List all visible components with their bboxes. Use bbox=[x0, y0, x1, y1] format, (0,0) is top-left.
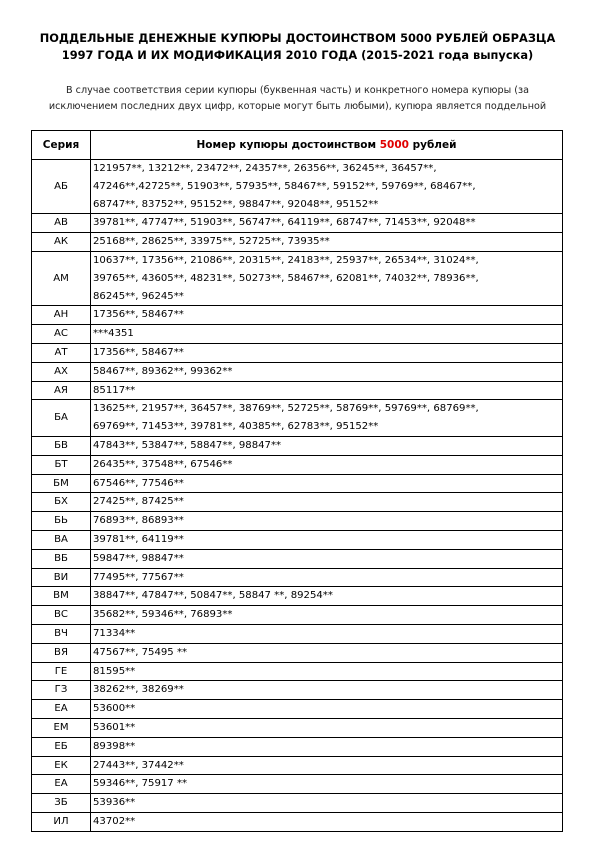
title-line-1: ПОДДЕЛЬНЫЕ ДЕНЕЖНЫЕ КУПЮРЫ ДОСТОИНСТВОМ 5000 РУБЛЕЙ ОБРАЗЦА bbox=[39, 31, 556, 45]
series-cell: ВА bbox=[32, 530, 91, 549]
series-cell: АВ bbox=[32, 214, 91, 233]
series-cell: ВС bbox=[32, 606, 91, 625]
document-note bbox=[20, 83, 575, 115]
table-row bbox=[32, 474, 563, 493]
numbers-cell: 71334** bbox=[91, 624, 563, 643]
numbers-cell: 59346**, 75917 ** bbox=[91, 775, 563, 794]
numbers-cell: ***4351 bbox=[91, 325, 563, 344]
numbers-cell: 27425**, 87425** bbox=[91, 493, 563, 512]
numbers-cell: 47567**, 75495 ** bbox=[91, 643, 563, 662]
series-cell: ВЧ bbox=[32, 624, 91, 643]
table-row bbox=[32, 587, 563, 606]
series-cell: ГЕ bbox=[32, 662, 91, 681]
series-cell: БВ bbox=[32, 436, 91, 455]
table-row bbox=[32, 775, 563, 794]
table-row bbox=[32, 530, 563, 549]
title-line-2: 1997 ГОДА И ИХ МОДИФИКАЦИЯ 2010 ГОДА (2015-2021 года выпуска) bbox=[61, 48, 534, 62]
table-row bbox=[32, 325, 563, 344]
series-cell: ЕК bbox=[32, 756, 91, 775]
header-number-value: 5000 bbox=[379, 139, 409, 151]
numbers-cell: 89398** bbox=[91, 737, 563, 756]
table-row bbox=[32, 643, 563, 662]
table-row bbox=[32, 343, 563, 362]
numbers-cell: 38262**, 38269** bbox=[91, 681, 563, 700]
numbers-cell: 53600** bbox=[91, 700, 563, 719]
table-row bbox=[32, 362, 563, 381]
numbers-cell: 81595** bbox=[91, 662, 563, 681]
header-number-prefix: Номер купюры достоинством bbox=[196, 139, 380, 151]
table-row bbox=[32, 549, 563, 568]
numbers-cell: 26435**, 37548**, 67546** bbox=[91, 455, 563, 474]
table-row bbox=[32, 606, 563, 625]
table-row bbox=[32, 251, 563, 305]
numbers-cell: 39781**, 47747**, 51903**, 56747**, 64119**, 68747**, 71453**, 92048** bbox=[91, 214, 563, 233]
table-row bbox=[32, 306, 563, 325]
table-row bbox=[32, 681, 563, 700]
series-cell: ГЗ bbox=[32, 681, 91, 700]
numbers-cell: 85117** bbox=[91, 381, 563, 400]
numbers-cell: 43702** bbox=[91, 812, 563, 831]
numbers-cell: 58467**, 89362**, 99362** bbox=[91, 362, 563, 381]
series-cell: ЕА bbox=[32, 700, 91, 719]
series-cell: БТ bbox=[32, 455, 91, 474]
numbers-cell: 121957**, 13212**, 23472**, 24357**, 26356**, 36245**, 36457**, 47246**,42725**, 51903**, 57935**, 58467**, 59152**, 59769**, 68467**, 68747**, 83752**, 95152**, 98847**, 92048**, 95152** bbox=[91, 160, 563, 214]
numbers-cell: 53601** bbox=[91, 718, 563, 737]
table-row bbox=[32, 381, 563, 400]
numbers-cell: 76893**, 86893** bbox=[91, 512, 563, 531]
series-cell: БА bbox=[32, 400, 91, 437]
series-cell: АН bbox=[32, 306, 91, 325]
table-row bbox=[32, 718, 563, 737]
table-row bbox=[32, 160, 563, 214]
numbers-cell: 39781**, 64119** bbox=[91, 530, 563, 549]
header-series: Серия bbox=[32, 131, 91, 160]
numbers-cell: 38847**, 47847**, 50847**, 58847 **, 89254** bbox=[91, 587, 563, 606]
numbers-cell: 27443**, 37442** bbox=[91, 756, 563, 775]
table-row bbox=[32, 568, 563, 587]
numbers-cell: 25168**, 28625**, 33975**, 52725**, 73935** bbox=[91, 233, 563, 252]
table-row bbox=[32, 214, 563, 233]
series-cell: ЕБ bbox=[32, 737, 91, 756]
numbers-cell: 59847**, 98847** bbox=[91, 549, 563, 568]
series-cell: ВИ bbox=[32, 568, 91, 587]
table-row bbox=[32, 436, 563, 455]
series-cell: АХ bbox=[32, 362, 91, 381]
counterfeit-banknotes-table bbox=[31, 130, 563, 832]
table-row bbox=[32, 455, 563, 474]
series-cell: ВМ bbox=[32, 587, 91, 606]
table-row bbox=[32, 700, 563, 719]
header-number bbox=[91, 131, 563, 160]
numbers-cell: 77495**, 77567** bbox=[91, 568, 563, 587]
series-cell: ЕА bbox=[32, 775, 91, 794]
series-cell: БЬ bbox=[32, 512, 91, 531]
series-cell: ИЛ bbox=[32, 812, 91, 831]
series-cell: АС bbox=[32, 325, 91, 344]
numbers-cell: 53936** bbox=[91, 794, 563, 813]
series-cell: АБ bbox=[32, 160, 91, 214]
note-line-1: В случае соответствия серии купюры (буквенная часть) и конкретного номера купюры (за bbox=[66, 85, 529, 96]
series-cell: АЯ bbox=[32, 381, 91, 400]
numbers-cell: 17356**, 58467** bbox=[91, 343, 563, 362]
series-cell: АМ bbox=[32, 251, 91, 305]
table-row bbox=[32, 756, 563, 775]
table-row bbox=[32, 812, 563, 831]
table-row bbox=[32, 624, 563, 643]
series-cell: ВБ bbox=[32, 549, 91, 568]
numbers-cell: 47843**, 53847**, 58847**, 98847** bbox=[91, 436, 563, 455]
series-cell: БХ bbox=[32, 493, 91, 512]
header-number-suffix: рублей bbox=[408, 139, 457, 151]
numbers-cell: 67546**, 77546** bbox=[91, 474, 563, 493]
table-row bbox=[32, 233, 563, 252]
table-row bbox=[32, 737, 563, 756]
table-header-row bbox=[32, 131, 563, 160]
numbers-cell: 35682**, 59346**, 76893** bbox=[91, 606, 563, 625]
table-row bbox=[32, 662, 563, 681]
note-line-2: исключением последних двух цифр, которые могут быть любыми), купюра является поддельной bbox=[48, 101, 547, 112]
numbers-cell: 13625**, 21957**, 36457**, 38769**, 52725**, 58769**, 59769**, 68769**, 69769**, 71453**, 39781**, 40385**, 62783**, 95152** bbox=[91, 400, 563, 437]
document-title bbox=[20, 30, 575, 64]
numbers-cell: 10637**, 17356**, 21086**, 20315**, 24183**, 25937**, 26534**, 31024**, 39765**, 43605**, 48231**, 50273**, 58467**, 62081**, 74032**, 78936**, 86245**, 96245** bbox=[91, 251, 563, 305]
table-row bbox=[32, 794, 563, 813]
numbers-cell: 17356**, 58467** bbox=[91, 306, 563, 325]
series-cell: АТ bbox=[32, 343, 91, 362]
table-row bbox=[32, 512, 563, 531]
series-cell: ВЯ bbox=[32, 643, 91, 662]
table-row bbox=[32, 493, 563, 512]
table-row bbox=[32, 400, 563, 437]
series-cell: ЕМ bbox=[32, 718, 91, 737]
series-cell: АК bbox=[32, 233, 91, 252]
series-cell: БМ bbox=[32, 474, 91, 493]
series-cell: ЗБ bbox=[32, 794, 91, 813]
